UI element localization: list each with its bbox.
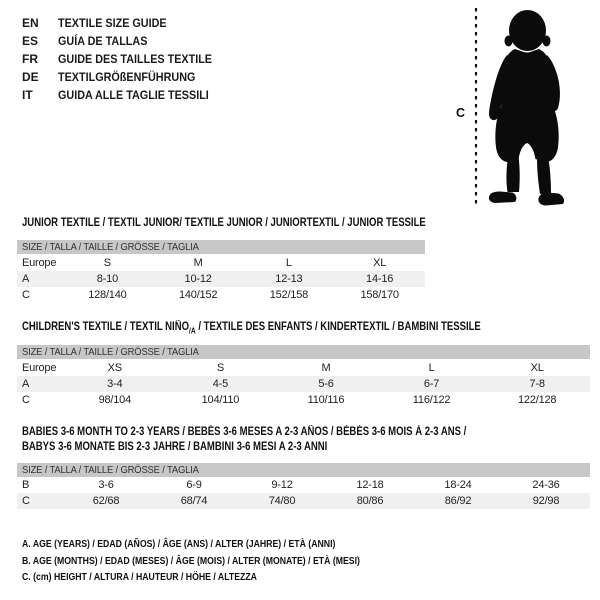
junior-size-table: [17, 240, 425, 303]
height-c-label: C: [456, 106, 466, 120]
lang-text: TEXTILE SIZE GUIDE: [58, 16, 167, 30]
baby-silhouette-shape: [489, 10, 564, 206]
table-cell: 12-18: [356, 479, 384, 491]
table-cell: 152/158: [269, 289, 309, 301]
table-cell: 158/170: [360, 289, 399, 301]
size-header-label: SIZE / TALLA / TAILLE / GRÖSSE / TAGLIA: [22, 241, 199, 253]
row-label: A: [22, 273, 30, 285]
table-cell: 7-8: [529, 378, 545, 390]
lang-code: DE: [22, 70, 39, 84]
row-label: C: [22, 289, 30, 301]
table-row-a: [17, 376, 590, 392]
table-row-europe: [17, 359, 590, 376]
table-cell: 5-6: [318, 378, 334, 390]
table-row-b: [17, 477, 590, 493]
lang-row-fr: [22, 50, 229, 68]
table-cell: 6-7: [423, 378, 440, 390]
table-cell: 80/86: [356, 495, 384, 507]
table-cell: XS: [107, 361, 122, 374]
table-cell: XL: [373, 256, 387, 269]
table-cell: 62/68: [92, 495, 120, 507]
table-cell: XL: [530, 361, 544, 374]
table-row-c: [17, 287, 425, 303]
table-cell: M: [321, 361, 331, 374]
row-label: A: [22, 378, 30, 390]
lang-code: ES: [22, 34, 39, 48]
row-label: C: [22, 394, 30, 406]
table-cell: 92/98: [532, 495, 560, 507]
table-cell: M: [193, 256, 203, 269]
lang-code: IT: [22, 88, 33, 102]
lang-code: EN: [22, 16, 39, 30]
babies-size-table: [17, 463, 590, 509]
row-label: Europe: [22, 256, 57, 269]
table-cell: S: [103, 256, 111, 269]
children-size-table: [17, 345, 590, 408]
lang-row-de: [22, 68, 229, 86]
table-cell: 122/128: [517, 394, 557, 406]
size-header-label: SIZE / TALLA / TAILLE / GRÖSSE / TAGLIA: [22, 346, 199, 358]
table-cell: 4-5: [212, 378, 229, 390]
table-row-a: [17, 271, 425, 287]
table-cell: 3-4: [107, 378, 123, 390]
table-cell: 140/152: [178, 289, 218, 301]
footnote-a: A. AGE (YEARS) / EDAD (AÑOS) / ÂGE (ANS) / ALTER (JAHRE) / ETÀ (ANNI): [22, 538, 336, 550]
table-cell: 9-12: [271, 479, 293, 491]
size-header-row: [17, 463, 590, 477]
row-label: C: [22, 495, 30, 507]
row-label: Europe: [22, 361, 57, 374]
lang-code: FR: [22, 52, 38, 66]
table-cell: 18-24: [444, 479, 472, 491]
baby-figure: [450, 0, 600, 215]
title-subscript: /A: [189, 326, 196, 336]
language-header: [22, 14, 229, 104]
lang-row-it: [22, 86, 229, 104]
table-cell: 98/104: [98, 394, 132, 406]
table-cell: 10-12: [184, 273, 212, 285]
lang-row-es: [22, 32, 229, 50]
size-header-row: [17, 240, 425, 254]
lang-text: GUÍA DE TALLAS: [58, 34, 148, 48]
size-header-label: SIZE / TALLA / TAILLE / GRÖSSE / TAGLIA: [22, 464, 199, 476]
babies-section-title: BABIES 3-6 MONTH TO 2-3 YEARS / BEBÉS 3-6 MESES A 2-3 AÑOS / BÉBÉS 3-6 MOIS À 2-3 ANS / BABYS 3-6 MONATE BIS 2-3 JAHRE / BAMBINI 3-6 MESI A 2-3 ANNI: [22, 426, 467, 453]
lang-text: TEXTILGRÖßENFÜHRUNG: [58, 70, 196, 84]
table-cell: 116/122: [412, 394, 451, 406]
table-cell: 12-13: [275, 273, 303, 285]
table-cell: 68/74: [180, 495, 208, 507]
table-cell: 128/140: [88, 289, 127, 301]
lang-row-en: [22, 14, 229, 32]
table-cell: 110/116: [307, 394, 345, 406]
baby-silhouette-icon: [450, 0, 600, 215]
table-cell: 86/92: [444, 495, 472, 507]
table-cell: 24-36: [532, 479, 560, 491]
lang-text: GUIDA ALLE TAGLIE TESSILI: [58, 88, 209, 102]
children-section-title: CHILDREN'S TEXTILE / TEXTIL $NIÑO_{/A}$ / TEXTILE DES ENFANTS / KINDERTEXTIL / BAMBINI TESSILE: [22, 321, 481, 336]
table-cell: 6-9: [186, 479, 202, 491]
table-cell: L: [285, 256, 292, 269]
table-cell: 14-16: [366, 273, 394, 285]
table-cell: 8-10: [96, 273, 118, 285]
table-cell: L: [428, 361, 435, 374]
footnote-b: B. AGE (MONTHS) / EDAD (MESES) / ÂGE (MOIS) / ALTER (MONATE) / ETÀ (MESI): [22, 554, 360, 567]
row-label: B: [22, 479, 30, 491]
table-cell: S: [216, 361, 224, 374]
table-row-c: [17, 493, 590, 509]
lang-text: GUIDE DES TAILLES TEXTILE: [58, 52, 213, 66]
legend-footnotes: [22, 538, 429, 588]
junior-section-title: JUNIOR TEXTILE / TEXTIL JUNIOR/ TEXTILE JUNIOR / JUNIORTEXTIL / JUNIOR TESSILE: [22, 217, 426, 229]
table-cell: 104/110: [201, 394, 240, 406]
size-header-row: [17, 345, 590, 359]
table-row-c: [17, 392, 590, 408]
table-cell: 3-6: [98, 479, 114, 491]
table-cell: 74/80: [268, 495, 296, 507]
footnote-c: C. (cm) HEIGHT / ALTURA / HAUTEUR / HÖHE / ALTEZZA: [22, 571, 257, 583]
table-row-europe: [17, 254, 425, 271]
